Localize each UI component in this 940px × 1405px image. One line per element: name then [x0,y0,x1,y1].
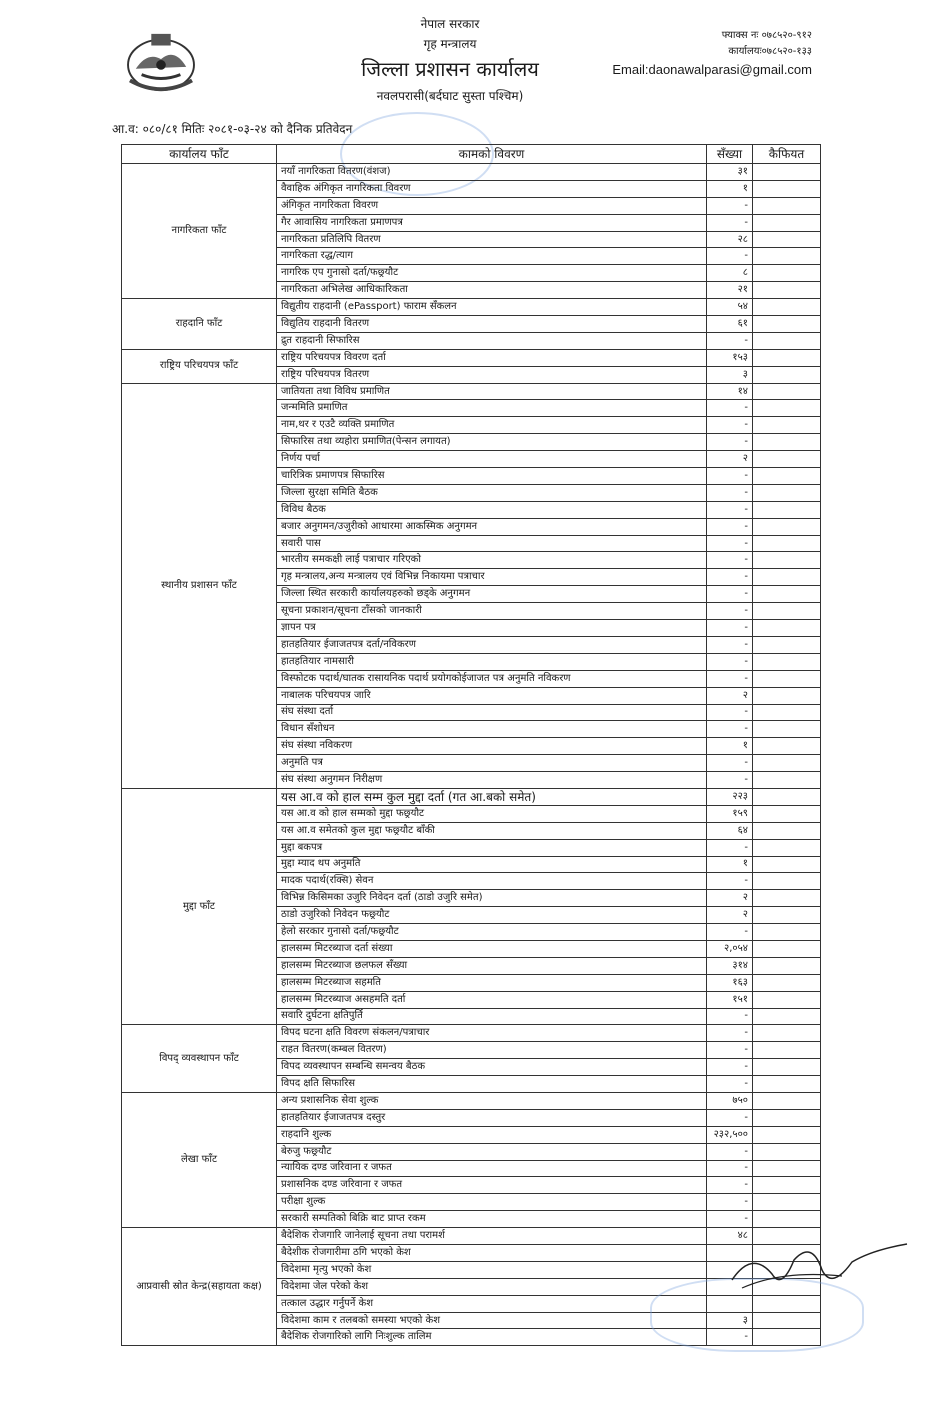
row-count: - [707,873,753,890]
row-count: - [707,197,753,214]
row-remarks [753,670,821,687]
row-count: - [707,755,753,772]
signature-icon [722,1240,912,1300]
row-description: बैदेशिक रोजगारिको लागि निःशुल्क तालिम [277,1329,707,1346]
row-remarks [753,349,821,366]
row-description: सूचना प्रकाशन/सूचना टाँसको जानकारी [277,603,707,620]
row-description: बैदेशीक रोजगारीमा ठगि भएको केश [277,1245,707,1262]
row-count: २,०५४ [707,940,753,957]
row-count: - [707,1059,753,1076]
section-name: लेखा फाँट [122,1092,277,1227]
header-contact [600,28,812,80]
row-description: विद्युतिय राहदानी वितरण [277,316,707,333]
row-remarks [753,1008,821,1025]
section-name: नागरिकता फाँट [122,164,277,299]
row-description: भारतीय समकक्षी लाई पत्राचार गरिएको [277,552,707,569]
row-remarks [753,940,821,957]
col-header-desc: कामको विवरण [277,145,707,164]
row-count: - [707,1177,753,1194]
row-count: - [707,924,753,941]
row-remarks [753,299,821,316]
col-header-section: कार्यालय फाँट [122,145,277,164]
row-count: - [707,603,753,620]
row-count: ३ [707,366,753,383]
row-remarks [753,451,821,468]
row-count: - [707,1109,753,1126]
row-description: हातहतियार ईजाजतपत्र दर्ता/नविकरण [277,636,707,653]
row-description: मुद्दा बकपत्र [277,839,707,856]
row-remarks [753,856,821,873]
row-description: हालसम्म मिटरब्याज दर्ता संख्या [277,940,707,957]
phone-number: कार्यालयः०७८५२०-१३३ [728,46,812,57]
table-row [122,1025,821,1042]
row-count: - [707,1008,753,1025]
row-remarks [753,552,821,569]
table-header-row [122,145,821,164]
table-body [122,164,821,1346]
row-count: २ [707,451,753,468]
row-description: वैवाहिक अंगिकृत नागरिकता विवरण [277,180,707,197]
row-count: - [707,434,753,451]
row-description: नागरिकता प्रतिलिपि वितरण [277,231,707,248]
row-remarks [753,704,821,721]
row-remarks [753,316,821,333]
row-description: राहदानि शुल्क [277,1126,707,1143]
row-description: न्यायिक दण्ड जरिवाना र जफत [277,1160,707,1177]
row-description: विद्युतीय राहदानी (ePassport) फाराम सँकलन [277,299,707,316]
row-count: ५४ [707,299,753,316]
row-description: नागरिकता रद्ध/त्याग [277,248,707,265]
row-remarks [753,755,821,772]
table-row [122,299,821,316]
row-count: २ [707,687,753,704]
row-description: बजार अनुगमन/उजुरीको आधारमा आकस्मिक अनुगमन [277,518,707,535]
row-count: १५३ [707,349,753,366]
row-remarks [753,1042,821,1059]
row-count: - [707,586,753,603]
header-center [300,14,600,108]
row-description: जिल्ला सुरक्षा समिति बैठक [277,484,707,501]
row-description: नाबालक परिचयपत्र जारि [277,687,707,704]
row-description: ठाडो उजुरिको निवेदन फछ्र्यौट [277,907,707,924]
report-title: आ.व: ०८०/८१ मितिः २०८१-०३-२४ को दैनिक प्रतिवेदन [112,122,353,136]
row-description: नागरिक एप गुनासो दर्ता/फछ्र्यौट [277,265,707,282]
row-description: हातहतियार ईजाजतपत्र दस्तुर [277,1109,707,1126]
row-count: २ [707,890,753,907]
row-count: १ [707,856,753,873]
row-count: - [707,1329,753,1346]
row-count: २३२,५०० [707,1126,753,1143]
row-description: मुद्दा म्याद थप अनुमति [277,856,707,873]
row-remarks [753,721,821,738]
row-count: - [707,569,753,586]
row-count: - [707,501,753,518]
row-description: सिफारिस तथा व्यहोरा प्रमाणित(पेन्सन लगायत) [277,434,707,451]
row-remarks [753,991,821,1008]
row-count: - [707,1025,753,1042]
row-description: विस्फोटक पदार्थ/घातक रासायनिक पदार्थ प्रयोगकोईजाजत पत्र अनुमति नविकरण [277,670,707,687]
row-remarks [753,180,821,197]
row-count: ८ [707,265,753,282]
col-header-count: सँख्या [707,145,753,164]
row-description: सवारि दुर्घटना क्षतिपुर्ति [277,1008,707,1025]
row-count: - [707,1194,753,1211]
row-description: राष्ट्रिय परिचयपत्र विवरण दर्ता [277,349,707,366]
row-count: २ [707,907,753,924]
row-remarks [753,501,821,518]
row-remarks [753,1025,821,1042]
gov-name: नेपाल सरकार [420,17,480,31]
row-remarks [753,974,821,991]
row-description: विपद क्षति सिफारिस [277,1076,707,1093]
row-description: बेरुजु फछ्र्यौट [277,1143,707,1160]
row-count: - [707,400,753,417]
table-row [122,164,821,181]
nepal-emblem-icon [122,30,200,94]
row-description: परीक्षा शुल्क [277,1194,707,1211]
row-count: - [707,248,753,265]
row-remarks [753,1076,821,1093]
table-row [122,1092,821,1109]
row-count: २१ [707,282,753,299]
row-remarks [753,518,821,535]
row-description: मादक पदार्थ(रक्सि) सेवन [277,873,707,890]
row-count: - [707,721,753,738]
row-remarks [753,772,821,789]
row-remarks [753,197,821,214]
row-remarks [753,822,821,839]
row-description: नागरिकता अभिलेख आधिकारिकता [277,282,707,299]
row-count: - [707,839,753,856]
row-count: ३१४ [707,957,753,974]
row-description: विदेशमा काम र तलबको समस्या भएको केश [277,1312,707,1329]
row-description: संघ संस्था नविकरण [277,738,707,755]
row-description: यस आ.व को हाल सम्मको मुद्दा फछ्र्यौट [277,805,707,822]
row-description: हालसम्म मिटरब्याज सहमति [277,974,707,991]
row-description: ज्ञापन पत्र [277,620,707,637]
row-description: अनुमति पत्र [277,755,707,772]
row-remarks [753,890,821,907]
row-description: राष्ट्रिय परिचयपत्र वितरण [277,366,707,383]
row-remarks [753,1092,821,1109]
row-remarks [753,873,821,890]
row-description: यस आ.व समेतको कुल मुद्दा फछ्र्यौट बाँकी [277,822,707,839]
row-remarks [753,1143,821,1160]
row-remarks [753,535,821,552]
row-description: प्रशासनिक दण्ड जरिवाना र जफत [277,1177,707,1194]
row-count: ७५० [707,1092,753,1109]
row-remarks [753,332,821,349]
ministry-name: गृह मन्त्रालय [423,37,477,51]
row-count: - [707,636,753,653]
row-count: - [707,518,753,535]
row-count: - [707,1143,753,1160]
col-header-remarks: कैफियत [753,145,821,164]
section-name: आप्रवासी स्रोत केन्द्र(सहायता कक्ष) [122,1228,277,1346]
row-remarks [753,687,821,704]
row-remarks [753,484,821,501]
row-description: नाम,थर र एउटै व्यक्ति प्रमाणित [277,417,707,434]
office-location: नवलपरासी(बर्दघाट सुस्ता पश्चिम) [376,89,524,103]
row-description: राहत वितरण(कम्बल वितरण) [277,1042,707,1059]
row-remarks [753,924,821,941]
row-count: २८ [707,231,753,248]
row-remarks [753,400,821,417]
row-remarks [753,1126,821,1143]
row-remarks [753,468,821,485]
row-description: हालसम्म मिटरब्याज असहमति दर्ता [277,991,707,1008]
row-description: चारित्रिक प्रमाणपत्र सिफारिस [277,468,707,485]
row-remarks [753,164,821,181]
row-remarks [753,1211,821,1228]
row-remarks [753,636,821,653]
row-description: विविध बैठक [277,501,707,518]
row-description: विपद घटना क्षति विवरण संकलन/पत्राचार [277,1025,707,1042]
row-remarks [753,1177,821,1194]
row-remarks [753,620,821,637]
row-description: द्रुत राहदानी सिफारिस [277,332,707,349]
row-description: नयाँ नागरिकता वितरण(वंशज) [277,164,707,181]
row-remarks [753,839,821,856]
row-count: - [707,772,753,789]
row-remarks [753,957,821,974]
daily-report-table [121,144,821,1346]
row-description: संघ संस्था अनुगमन निरीक्षण [277,772,707,789]
row-count: - [707,1076,753,1093]
row-description: जिल्ला स्थित सरकारी कार्यालयहरुको छड्के अनुगमन [277,586,707,603]
row-count: ३ [707,1312,753,1329]
row-count: - [707,468,753,485]
row-remarks [753,1160,821,1177]
row-count: १५९ [707,805,753,822]
row-description: विदेशमा मृत्यु भएको केश [277,1261,707,1278]
row-count: १५१ [707,991,753,1008]
row-count: ६४ [707,822,753,839]
row-description: जन्ममिति प्रमाणित [277,400,707,417]
row-remarks [753,214,821,231]
row-count: - [707,417,753,434]
row-remarks [753,383,821,400]
row-remarks [753,805,821,822]
row-count: - [707,1160,753,1177]
row-remarks [753,248,821,265]
row-count: ६१ [707,316,753,333]
row-description: यस आ.व को हाल सम्म कुल मुद्दा दर्ता (गत आ.बको समेत) [277,788,707,805]
table-row [122,1228,821,1245]
section-name: राहदानि फाँट [122,299,277,350]
row-remarks [753,282,821,299]
row-count: - [707,704,753,721]
row-description: जातियता तथा विविध प्रमाणित [277,383,707,400]
row-remarks [753,907,821,924]
row-count: - [707,484,753,501]
fax-number: फ्याक्स नः ०७८५२०-९१२ [721,30,812,41]
row-count: ३१ [707,164,753,181]
row-description: गैर आवासिय नागरिकता प्रमाणपत्र [277,214,707,231]
row-remarks [753,265,821,282]
row-remarks [753,434,821,451]
row-description: निर्णय पर्चा [277,451,707,468]
office-name: जिल्ला प्रशासन कार्यालय [361,57,539,81]
section-name: विपद् व्यवस्थापन फाँट [122,1025,277,1093]
row-description: हेलो सरकार गुनासो दर्ता/फछ्र्यौट [277,924,707,941]
row-remarks [753,738,821,755]
table-row [122,383,821,400]
row-description: हालसम्म मिटरब्याज छलफल सँख्या [277,957,707,974]
section-name: स्थानीय प्रशासन फाँट [122,383,277,788]
row-remarks [753,603,821,620]
row-count: - [707,214,753,231]
table-row [122,788,821,805]
email-address: Email:daonawalparasi@gmail.com [612,62,812,77]
row-count: १६३ [707,974,753,991]
row-count: - [707,670,753,687]
row-count: - [707,332,753,349]
row-remarks [753,788,821,805]
row-description: अंगिकृत नागरिकता विवरण [277,197,707,214]
row-count: १ [707,738,753,755]
row-count: - [707,1042,753,1059]
row-remarks [753,231,821,248]
row-count: ४८ [707,1228,753,1245]
row-count: २२३ [707,788,753,805]
row-remarks [753,1059,821,1076]
row-description: विधान सँशोधन [277,721,707,738]
section-name: मुद्दा फाँट [122,788,277,1024]
row-description: सरकारी सम्पतिको बिक्रि बाट प्राप्त रकम [277,1211,707,1228]
row-description: तत्काल उद्धार गर्नुपर्ने केश [277,1295,707,1312]
row-description: सवारी पास [277,535,707,552]
row-description: बैदेशिक रोजगारि जानेलाई सूचना तथा परामर्श [277,1228,707,1245]
row-remarks [753,653,821,670]
row-count: १ [707,180,753,197]
row-remarks [753,417,821,434]
row-description: अन्य प्रशासनिक सेवा शुल्क [277,1092,707,1109]
section-name: राष्ट्रिय परिचयपत्र फाँट [122,349,277,383]
row-description: विदेशमा जेल परेको केश [277,1278,707,1295]
row-remarks [753,1109,821,1126]
row-count: - [707,535,753,552]
row-count: - [707,1211,753,1228]
row-count: १४ [707,383,753,400]
row-description: संघ संस्था दर्ता [277,704,707,721]
row-description: गृह मन्त्रालय,अन्य मन्त्रालय एवं विभिन्न निकायमा पत्राचार [277,569,707,586]
row-remarks [753,366,821,383]
row-count: - [707,552,753,569]
row-description: हातहतियार नामसारी [277,653,707,670]
row-count: - [707,620,753,637]
row-description: विभिन्न किसिमका उजुरि निवेदन दर्ता (ठाडो उजुरि समेत) [277,890,707,907]
row-remarks [753,1194,821,1211]
row-count: - [707,653,753,670]
row-description: विपद व्यवस्थापन सम्बन्धि समन्वय बैठक [277,1059,707,1076]
row-remarks [753,569,821,586]
row-remarks [753,586,821,603]
table-row [122,349,821,366]
